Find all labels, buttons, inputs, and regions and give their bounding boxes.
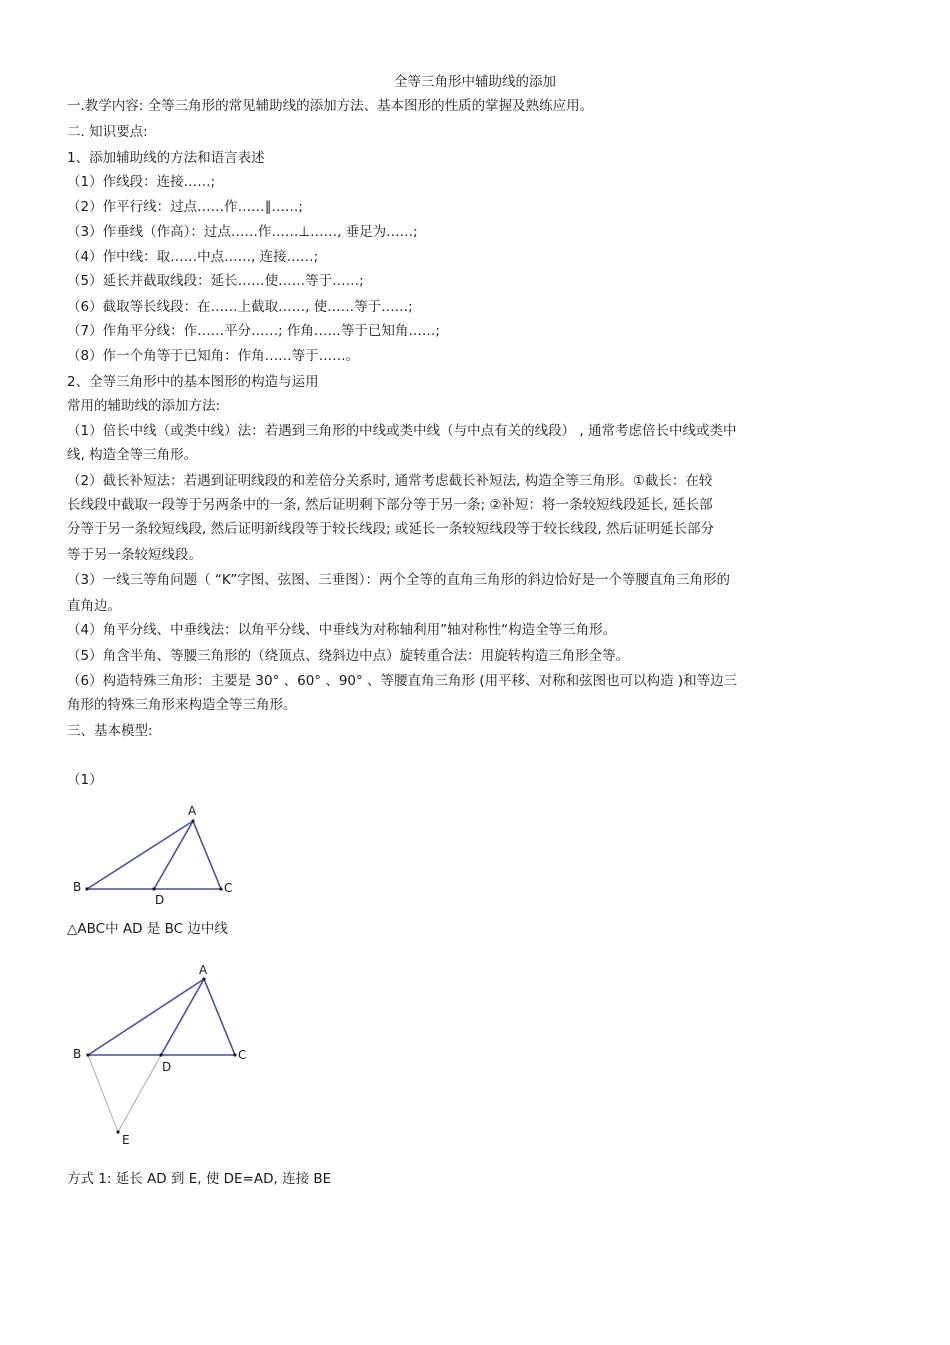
subsection-aux-methods: 1、添加辅助线的方法和语言表述 [67, 150, 265, 166]
segment-ac [193, 821, 221, 889]
method-item: （3）作垂线（作高）：过点……作……⊥……, 垂足为……; [67, 224, 418, 240]
segment-be [88, 1055, 118, 1132]
method-item: （6）截取等长线段：在……上截取……, 使……等于……; [67, 299, 413, 315]
paragraph-line: （1）倍长中线（或类中线）法：若遇到三角形的中线或类中线（与中点有关的线段） , 通常考虑倍长中线或类中 [67, 423, 737, 439]
vertex-label-c: C [238, 1048, 247, 1062]
paragraph-line: （2）截长补短法：若遇到证明线段的和差倍分关系时, 通常考虑截长补短法, 构造全等三角形。①截长：在较 [67, 473, 713, 489]
figure-triangle-median [60, 798, 250, 910]
vertex-label-a: A [188, 804, 197, 818]
method-item: （1）作线段：连接……; [67, 174, 216, 190]
method-item: （5）延长并截取线段：延长……使……等于……; [67, 273, 364, 289]
paragraph-line: 角形的特殊三角形来构造全等三角形。 [67, 697, 297, 713]
vertex-label-b: B [73, 880, 82, 894]
paragraph-line: 等于另一条较短线段。 [67, 547, 202, 563]
paragraph-line: 线, 构造全等三角形。 [67, 447, 198, 463]
method-item: （2）作平行线：过点……作……∥……; [67, 199, 303, 215]
segment-ad [154, 821, 193, 889]
model-1-label: （1） [67, 772, 103, 788]
paragraph-line: （4）角平分线、中垂线法：以角平分线、中垂线为对称轴利用”轴对称性“构造全等三角形。 [67, 622, 617, 638]
section-basic-models: 三、基本模型: [67, 723, 153, 739]
segment-ac [204, 979, 235, 1055]
subsection-basic-figures: 2、全等三角形中的基本图形的构造与运用 [67, 374, 319, 390]
paragraph-line: 长线段中截取一段等于另两条中的一条, 然后证明剩下部分等于另一条; ②补短：将一条较短线段延长, 延长部 [67, 497, 713, 513]
segment-ab [88, 979, 204, 1055]
vertex-label-d: D [162, 1060, 172, 1074]
method-item: （7）作角平分线：作……平分……; 作角……等于已知角……; [67, 323, 440, 339]
paragraph-line: 直角边。 [67, 598, 121, 614]
method-item: （4）作中线：取……中点……, 连接……; [67, 249, 319, 265]
vertex-label-b: B [73, 1047, 82, 1061]
segment-ab [87, 821, 193, 889]
vertex-label-c: C [224, 881, 233, 895]
document-title: 全等三角形中辅助线的添加 [394, 74, 556, 90]
segment-de [118, 1055, 161, 1132]
segment-ad [161, 979, 204, 1055]
figure-1-caption: △ABC中 AD 是 BC 边中线 [67, 921, 228, 937]
figure-2-caption: 方式 1: 延长 AD 到 E, 使 DE=AD, 连接 BE [67, 1171, 332, 1187]
figure-median-extension [60, 958, 270, 1152]
section-knowledge-points: 二. 知识要点: [67, 124, 148, 140]
method-item: （8）作一个角等于已知角：作角……等于……。 [67, 348, 360, 364]
paragraph-line: （5）角含半角、等腰三角形的（绕顶点、绕斜边中点）旋转重合法：用旋转构造三角形全等。 [67, 648, 630, 664]
vertex-label-a: A [199, 963, 208, 977]
paragraph-line: 常用的辅助线的添加方法: [67, 398, 221, 414]
section-teaching-content: 一.教学内容: 全等三角形的常见辅助线的添加方法、基本图形的性质的掌握及熟练应用。 [67, 98, 594, 114]
paragraph-line: 分等于另一条较短线段, 然后证明新线段等于较长线段; 或延长一条较短线段等于较长线段, 然后证明延长部分 [67, 521, 715, 537]
vertex-label-e: E [122, 1133, 130, 1147]
paragraph-line: （6）构造特殊三角形：主要是 30° 、60° 、90° 、等腰直角三角形 (用平移、对称和弦图也可以构造 )和等边三 [67, 673, 738, 689]
vertex-label-d: D [155, 893, 165, 907]
paragraph-line: （3）一线三等角问题（ “K”字图、弦图、三垂图）：两个全等的直角三角形的斜边恰好是一个等腰直角三角形的 [67, 572, 731, 588]
